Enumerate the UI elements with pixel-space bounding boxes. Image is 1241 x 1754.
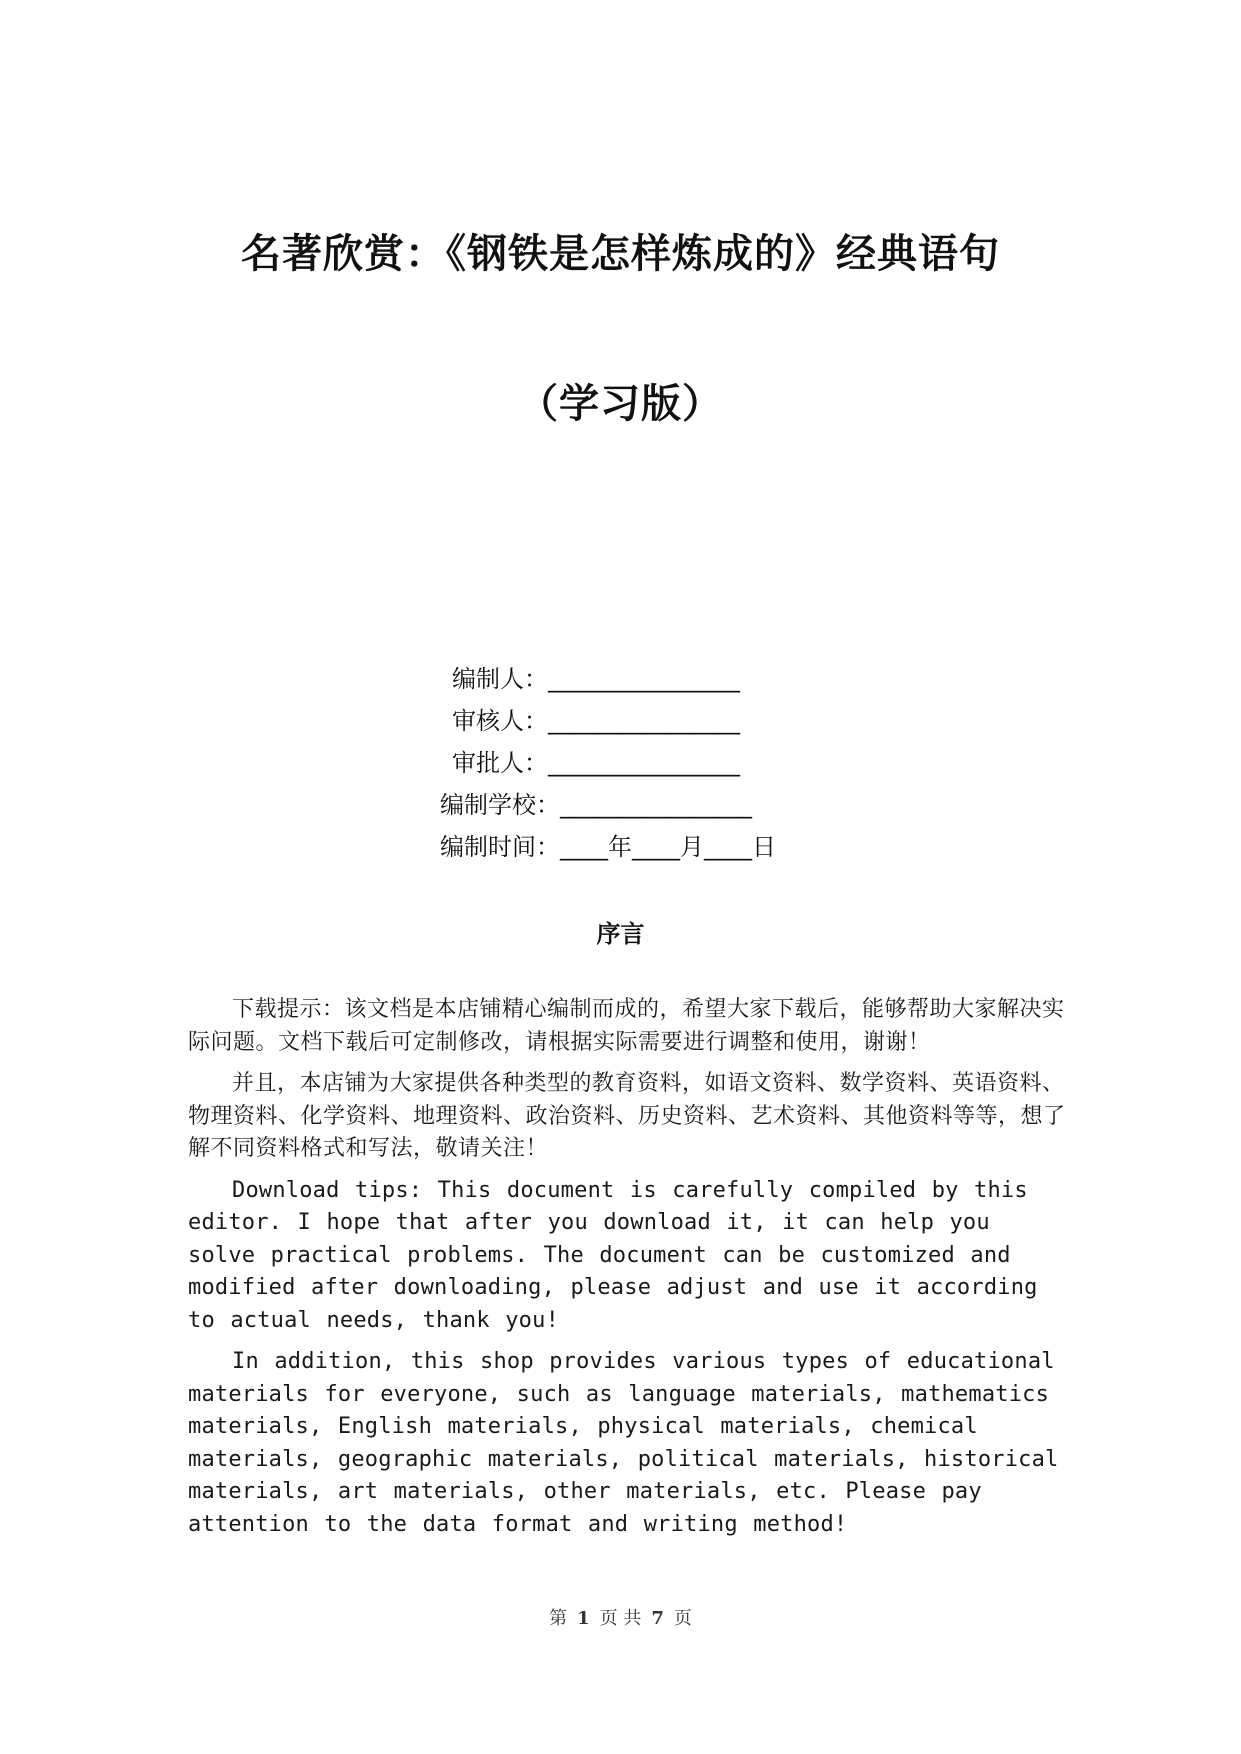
preface-heading: 序言 [596, 919, 645, 948]
preface-paragraph: 并且，本店铺为大家提供各种类型的教育资料，如语文资料、数学资料、英语资料、物理资料、化学资料、地理资料、政治资料、历史资料、艺术资料、其他资料等等，想了解不同资料格式和写法，敬请关注！ [188, 1071, 1066, 1161]
document-title: 名著欣赏：《钢铁是怎样炼成的》经典语句 [241, 230, 1000, 277]
form-row-reviewer [440, 700, 776, 742]
metadata-form [440, 658, 776, 868]
preface-body [188, 994, 1068, 1550]
form-blank: ________________ [548, 665, 740, 693]
current-page-number: 1 [577, 1608, 590, 1629]
form-label: 审批人： [452, 749, 548, 777]
preface-paragraph: 下载提示：该文档是本店铺精心编制而成的，希望大家下载后，能够帮助大家解决实际问题。文档下载后可定制修改，请根据实际需要进行调整和使用，谢谢！ [188, 997, 1065, 1055]
preface-paragraph: In addition, this shop provides various types of educational materials for everyone, such as language materials, mathematics materials, English materials, physical materials, chemical materials, geographic materials, political materials, historical materials, art materials, other materials, etc. Please pay attention to the data format and writing method! [188, 1349, 1059, 1537]
form-row-approver [440, 742, 776, 784]
footer-suffix: 页 [673, 1608, 692, 1629]
form-blank: ________________ [548, 707, 740, 735]
form-blank: ________________ [548, 749, 740, 777]
form-label: 审核人： [452, 707, 548, 735]
form-row-date [440, 826, 776, 868]
form-label: 编制时间： [440, 833, 560, 861]
footer-middle: 页 共 [599, 1608, 642, 1629]
footer-prefix: 第 [549, 1608, 568, 1629]
form-row-compiler [440, 658, 776, 700]
form-row-school [440, 784, 776, 826]
total-page-count: 7 [651, 1608, 664, 1629]
document-subtitle: （学习版） [518, 380, 723, 427]
preface-paragraph: Download tips: This document is carefully compiled by this editor. I hope that after you download it, it can help you solve practical problems. The document can be customized and modified after downloading, please adjust and use it according to actual needs, thank you! [188, 1177, 1038, 1333]
form-label: 编制人： [452, 665, 548, 693]
form-blank: ________________ [560, 791, 752, 819]
form-blank: ____年____月____日 [560, 833, 776, 861]
page-footer [0, 1604, 1241, 1630]
form-label: 编制学校： [440, 791, 560, 819]
